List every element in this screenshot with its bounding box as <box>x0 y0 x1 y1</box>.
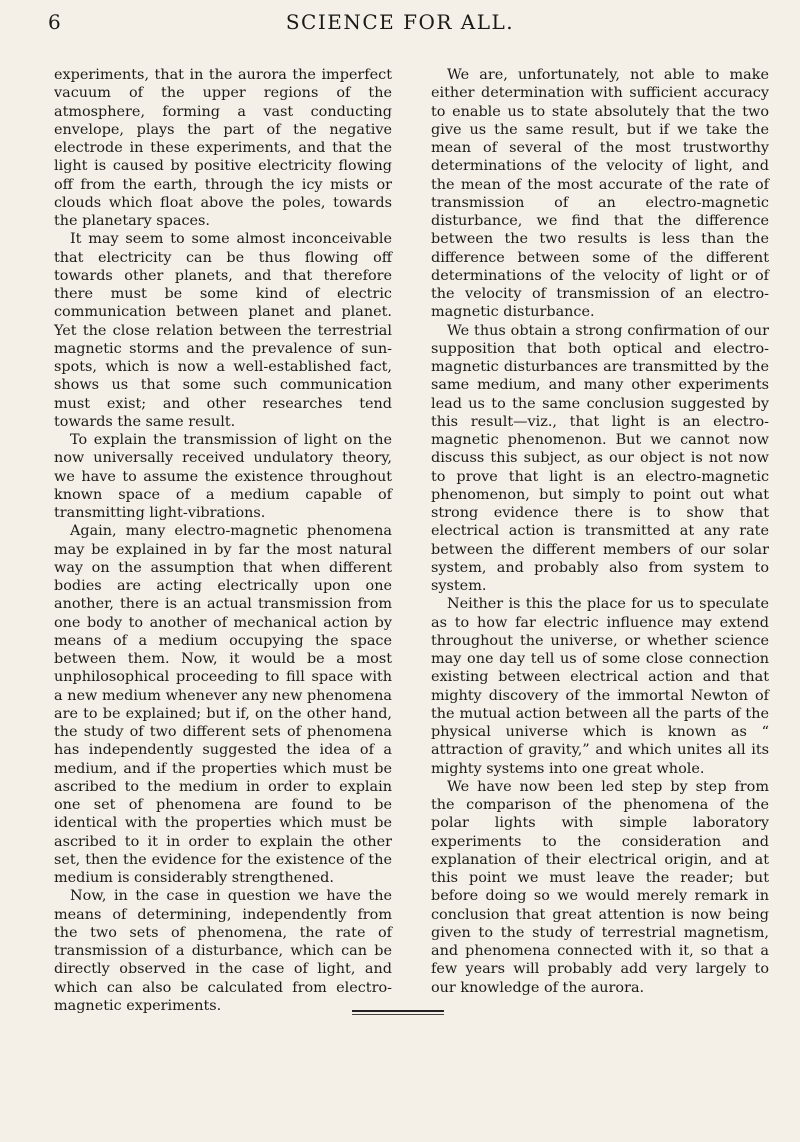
running-title: SCIENCE FOR ALL. <box>285 10 515 34</box>
paragraph: We are, unfortunately, not able to make either determination with sufficient accuracy to enable us to state absolutely that the two give us the same result, but if we take the mean of several of the most trustworthy determinations of the velocity of light, and the mean of the most accurate of the rate of transmission of an electro-magnetic disturbance, we find that the difference between the two results is less than the difference between some of the different determinations of the velocity of light or of the velocity of transmission of an electro-magnetic disturbance. <box>431 67 769 321</box>
paragraph: Now, in the case in question we have the means of determining, independently from the two sets of phenomena, the rate of transmission of a disturbance, which can be directly observed in the case of light, and which can also be calculated from electro-magnetic experiments. <box>54 888 392 1014</box>
page-number: 6 <box>48 10 62 34</box>
paragraph: We have now been led step by step from the comparison of the phenomena of the polar lights with simple laboratory experiments to the consideration and explanation of their electrical origin, and at this point we must leave the reader; but before doing so we would merely remark in conclusion that great attention is now being given to the study of terrestrial magnetism, and phenomena connected with it, so that a few years will probably add very largely to our knowledge of the aurora. <box>431 778 769 996</box>
paragraph: Again, many electro-magnetic phenomena may be explained in by far the most natural way on the assumption that when different bodies are acting electrically upon one another, there is an actual transmission from one body to another of mechanical action by means of a medium occupying the space between them. Now, it would be a most unphilosophical proceeding to fill space with a new medium whenever any new phenomena are to be explained; but if, on the other hand, the study of two different sets of phenomena has independently suggested the idea of a medium, and if the properties which must be ascribed to the medium in order to explain one set of phenomena are found to be identical with the properties which must be ascribed to it in order to explain the other set, then the evidence for the existence of the medium is considerably strengthened. <box>54 523 392 886</box>
left-column <box>54 66 392 1015</box>
paragraph: We thus obtain a strong confirmation of our supposition that both optical and electro-magnetic disturbances are transmitted by the same medium, and many other experiments lead us to the same conclusion suggested by this result—viz., that light is an electro-magnetic phenomenon. But we cannot now discuss this subject, as our object is not now to prove that light is an electro-magnetic phenomenon, but simply to point out what strong evidence there is to show that electrical action is transmitted at any rate between the different members of our solar system, and probably also from system to system. <box>431 322 769 594</box>
paragraph: experiments, that in the aurora the imperfect vacuum of the upper regions of the atmosphere, forming a vast conducting envelope, plays the part of the negative electrode in these experiments, and that the light is caused by positive electricity flowing off from the earth, through the icy mists or clouds which float above the poles, towards the planetary spaces. <box>54 67 392 229</box>
rule-line <box>352 1014 444 1015</box>
closing-rule <box>352 1010 444 1016</box>
right-column <box>431 66 769 997</box>
rule-line <box>352 1010 444 1012</box>
paragraph: To explain the transmission of light on the now universally received undulatory theory, we have to assume the existence throughout known space of a medium capable of transmitting light-vibrations. <box>54 432 392 521</box>
paragraph: Neither is this the place for us to speculate as to how far electric influence may extend throughout the universe, or whether science may one day tell us of some close connection existing between electrical action and that mighty discovery of the immortal Newton of the mutual action between all the parts of the physical universe which is known as “ attraction of gravity,” and which unites all its mighty systems into one great whole. <box>431 596 769 777</box>
paragraph: It may seem to some almost inconceivable that electricity can be thus flowing off towards other planets, and that therefore there must be some kind of electric communication between planet and planet. Yet the close relation between the terrestrial magnetic storms and the prevalence of sun-spots, which is now a well-established fact, shows us that some such communication must exist; and other researches tend towards the same result. <box>54 231 392 430</box>
running-head <box>0 8 800 32</box>
